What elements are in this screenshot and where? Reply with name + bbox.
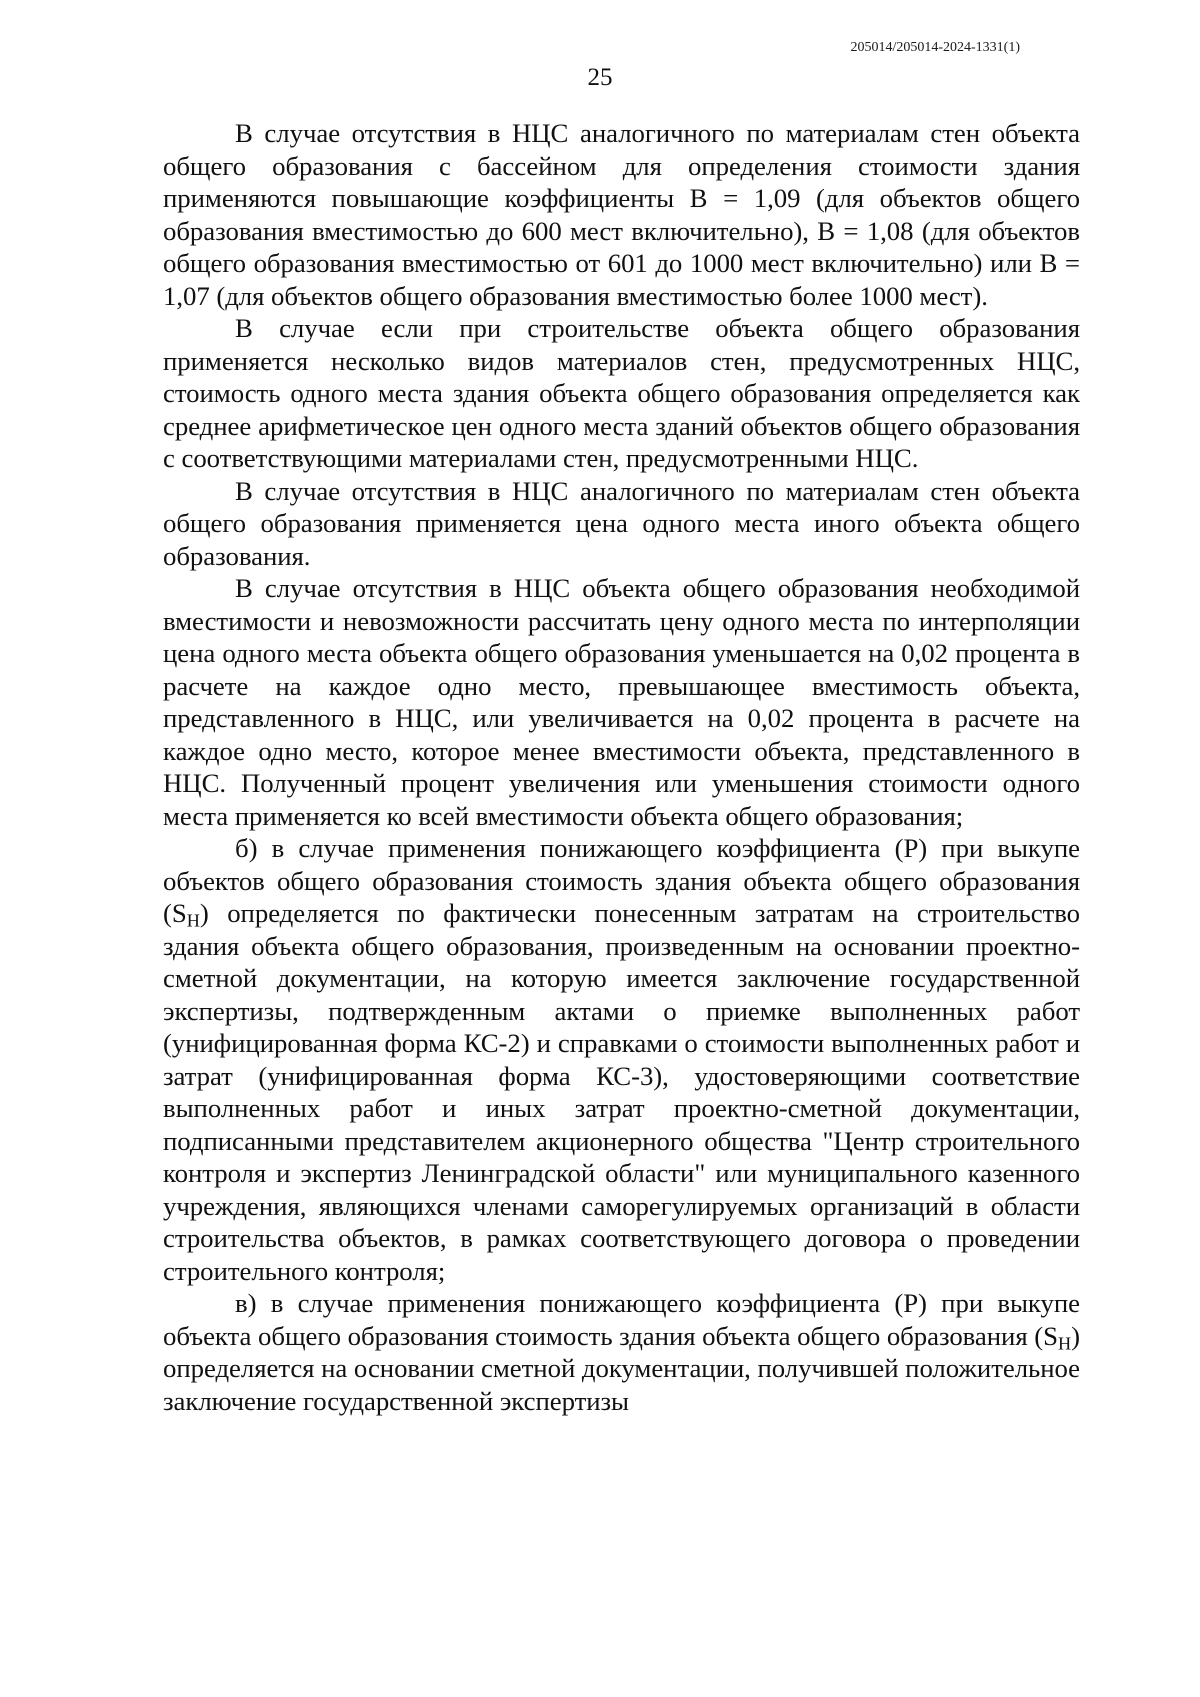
document-body	[163, 117, 1080, 1417]
paragraph-item-v	[163, 1287, 1080, 1417]
subscript-h: H	[1058, 1333, 1072, 1354]
document-id: 205014/205014-2024-1331(1)	[850, 40, 1020, 55]
paragraph-item-v-text-2: ) определяется на основании сметной документации, получившей положительное заключение государственной экспертизы	[163, 1320, 1080, 1416]
paragraph-pool-coefficients: В случае отсутствия в НЦС аналогичного по материалам стен объекта общего образования с бассейном для определения стоимости здания применяются повышающие коэффициенты В = 1,09 (для объектов общего образования вместимостью до 600 мест включительно), В = 1,08 (для объектов общего образования вместимостью от 601 до 1000 мест включительно) или В = 1,07 (для объектов общего образования вместимостью более 1000 мест).	[163, 118, 1080, 311]
paragraph-other-object-price: В случае отсутствия в НЦС аналогичного по материалам стен объекта общего образования применяется цена одного места иного объекта общего образования.	[163, 475, 1080, 571]
paragraph-item-b-text-1: б) в случае применения понижающего коэффициента (Р) при выкупе объектов общего образования стоимость здания объекта общего образования (S	[163, 833, 1080, 928]
subscript-h: H	[186, 910, 200, 931]
paragraph-item-b-text-2: ) определяется по фактически понесенным затратам на строительство здания объекта общего образования, произведенным на основании проектно-сметной документации, на которую имеется заключение государственной экспертизы, подтвержденным актами о приемке выполненных работ (унифицированная форма КС-2) и справками о стоимости выполненных работ и затрат (унифицированная форма КС-3), удостоверяющими соответствие выполненных работ и иных затрат проектно-сметной документации, подписанными представителем акционерного общества "Центр строительного контроля и экспертиз Ленинградской области" или муниципального казенного учреждения, являющихся членами саморегулируемых организаций в области строительства объектов, в рамках соответствующего договора о проведении строительного контроля;	[163, 898, 1080, 1286]
page-number: 25	[587, 64, 613, 91]
paragraph-item-v-text-1: в) в случае применения понижающего коэффициента (Р) при выкупе объекта общего образования стоимость здания объекта общего образования (S	[163, 1288, 1080, 1351]
paragraph-multiple-wall-materials: В случае если при строительстве объекта общего образования применяется несколько видов материалов стен, предусмотренных НЦС, стоимость одного места здания объекта общего образования определяется как среднее арифметическое цен одного места зданий объектов общего образования с соответствующими материалами стен, предусмотренными НЦС.	[163, 313, 1080, 473]
paragraph-item-b	[163, 832, 1080, 1287]
paragraph-capacity-adjustment: В случае отсутствия в НЦС объекта общего образования необходимой вместимости и невозможности рассчитать цену одного места по интерполяции цена одного места объекта общего образования уменьшается на 0,02 процента в расчете на каждое одно место, превышающее вместимость объекта, представленного в НЦС, или увеличивается на 0,02 процента в расчете на каждое одно место, которое менее вместимости объекта, представленного в НЦС. Полученный процент увеличения или уменьшения стоимости одного места применяется ко всей вместимости объекта общего образования;	[163, 573, 1080, 831]
